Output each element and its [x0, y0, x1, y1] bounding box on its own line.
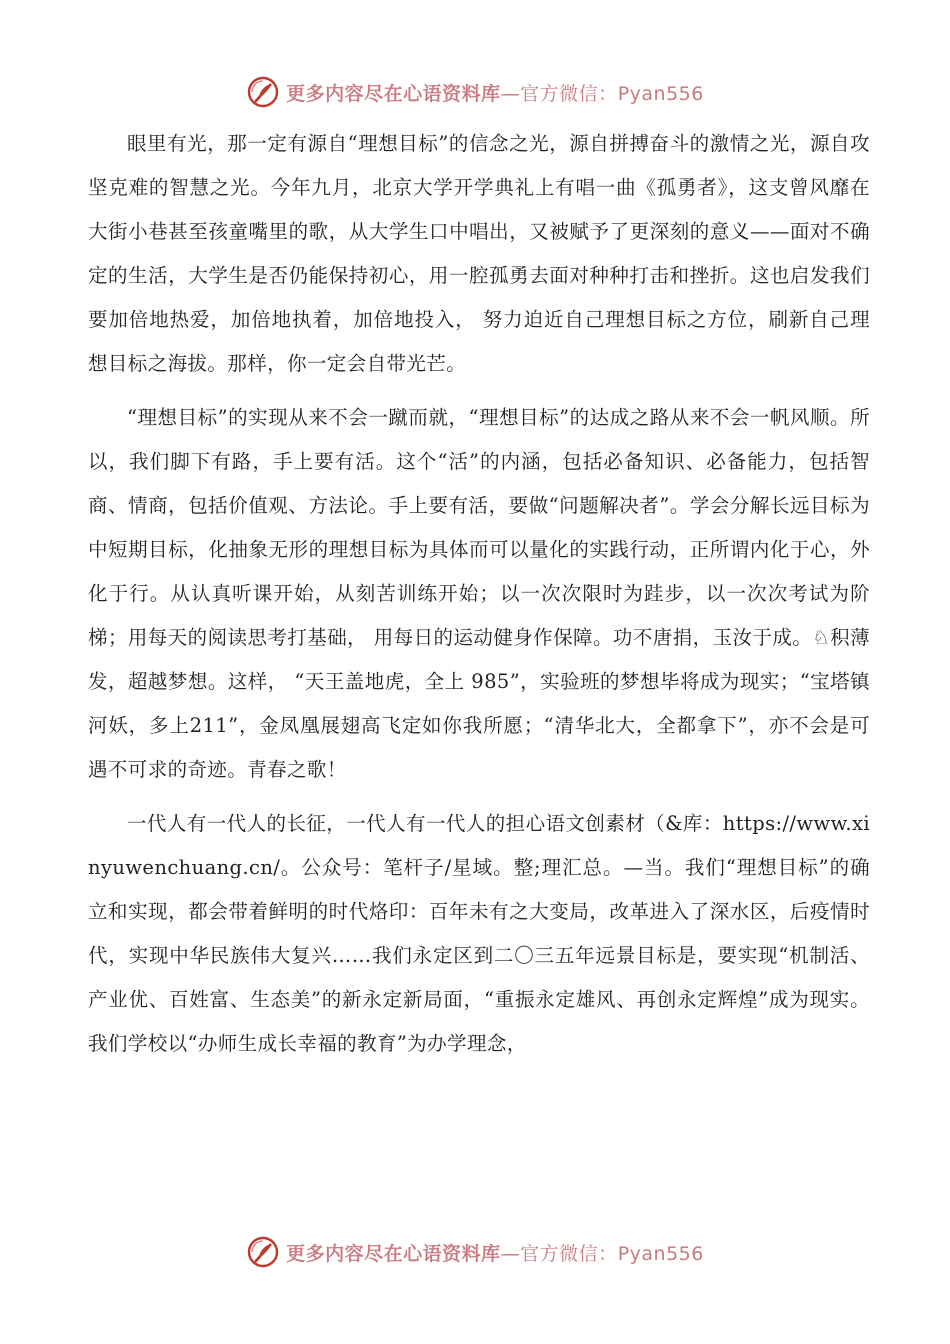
footer-wechat-id: Pyan556: [617, 1242, 704, 1265]
header-brand-text: 更多内容尽在心语资料库: [286, 82, 501, 105]
footer-brand-text: 更多内容尽在心语资料库: [286, 1242, 501, 1265]
paragraph-2: “理想目标”的实现从来不会一蹴而就，“理想目标”的达成之路从来不会一帆风顺。所以，我们脚下有路，手上要有活。这个“活”的内涵，包括必备知识、必备能力，包括智商、情商，包括价值观、方法论。手上要有活，要做“问题解决者”。学会分解长远目标为中短期目标，化抽象无形的理想目标为具体而可以量化的实践行动，正所谓内化于心，外化于行。从认真听课开始，从刻苦训练开始；以一次次限时为跬步，以一次次考试为阶梯；用每天的阅读思考打基础， 用每日的运动健身作保障。功不唐捐，玉汝于成。♘积薄发，超越梦想。这样， “天王盖地虎，全上 985”，实验班的梦想毕将成为现实；“宝塔镇河妖，多上211”，金凤凰展翅高飞定如你我所愿；“清华北大，全都拿下”，亦不会是可遇不可求的奇迹。青春之歌！: [88, 406, 870, 781]
feather-pen-logo-icon: [246, 75, 280, 109]
footer-dash: —: [500, 1242, 521, 1265]
paragraph-3: 一代人有一代人的长征，一代人有一代人的担心语文创素材（&库：https://www.xinyuwenchuang.cn/。公众号：笔杆子/星域。整;理汇总。—当。我们“理想目标”的确立和实现，都会带着鲜明的时代烙印：百年未有之大变局，改革进入了深水区，后疫情时代，实现中华民族伟大复兴……我们永定区到二〇三五年远景目标是，要实现“机制活、产业优、百姓富、生态美”的新永定新局面，“重振永定雄风、再创永定辉煌”成为现实。我们学校以“办师生成长幸福的教育”为办学理念，: [88, 812, 870, 1055]
header-dash: —: [500, 82, 521, 105]
footer-wechat-label: 官方微信：: [520, 1242, 618, 1265]
footer-banner: [0, 1232, 950, 1272]
header-wechat-label: 官方微信：: [520, 82, 618, 105]
header-banner: [0, 72, 950, 112]
paragraph-1: 眼里有光，那一定有源自“理想目标”的信念之光，源自拼搏奋斗的激情之光，源自攻坚克难的智慧之光。今年九月，北京大学开学典礼上有唱一曲《孤勇者》，这支曾风靡在大街小巷甚至孩童嘴里的歌，从大学生口中唱出，又被赋予了更深刻的意义——面对不确定的生活，大学生是否仍能保持初心，用一腔孤勇去面对种种打击和挫折。这也启发我们要加倍地热爱，加倍地执着，加倍地投入， 努力迫近自己理想目标之方位，刷新自己理想目标之海拔。那样，你一定会自带光芒。: [88, 132, 870, 375]
feather-pen-logo-icon: [246, 1235, 280, 1269]
document-body: [88, 122, 870, 1076]
header-wechat-id: Pyan556: [617, 82, 704, 105]
